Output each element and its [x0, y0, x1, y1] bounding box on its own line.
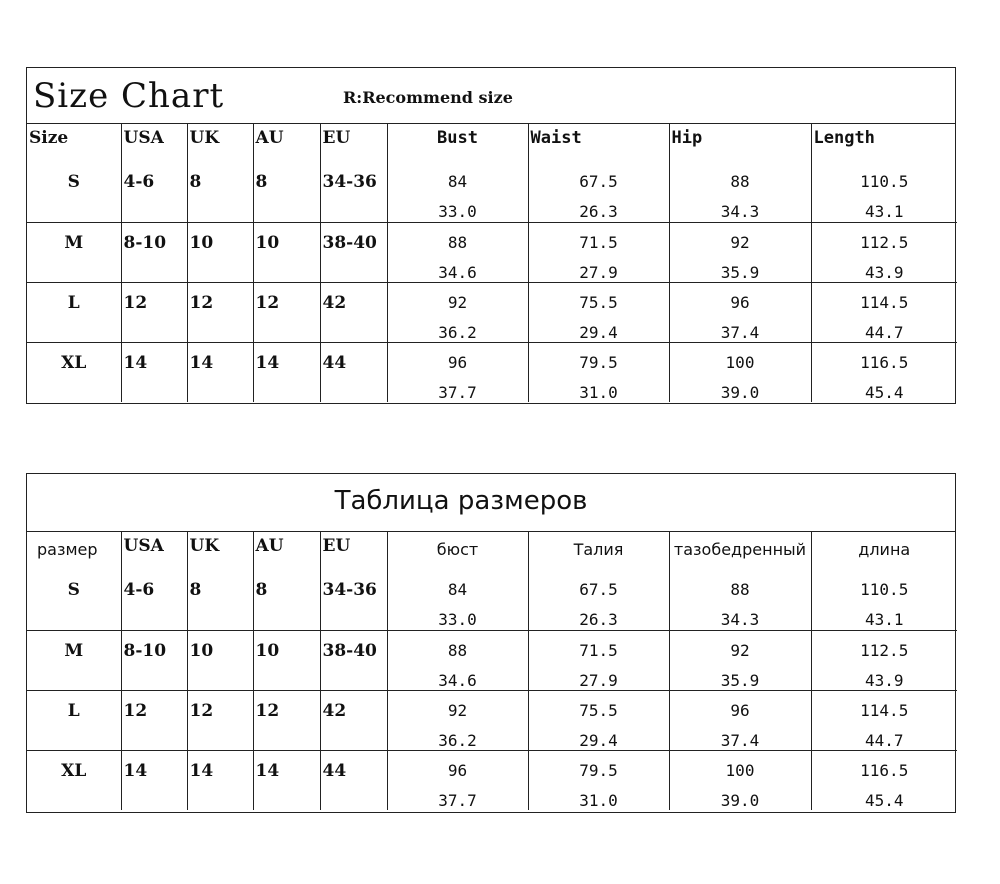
waist-inch-value: 29.4 [579, 730, 618, 750]
length-cell [811, 162, 957, 222]
waist-inch-value: 29.4 [579, 322, 618, 342]
bust-inch-value: 37.7 [438, 382, 477, 402]
length-inch-value: 44.7 [864, 322, 904, 342]
uk-cell: 8 [187, 162, 253, 222]
bust-cell [387, 162, 528, 222]
bust-inch-value: 33.0 [438, 610, 477, 629]
eu-cell: 42 [320, 690, 387, 750]
bust-cell [387, 570, 528, 630]
hip-inch-value: 39.0 [720, 382, 760, 402]
eu-cell: 38-40 [320, 630, 387, 690]
hip-inch-value: 34.3 [720, 610, 760, 629]
hip-inch-value: 34.3 [720, 202, 760, 221]
table-row [27, 222, 957, 282]
header-length: Length [811, 124, 957, 162]
hip-inch-value: 37.4 [720, 730, 760, 750]
eu-cell: 44 [320, 750, 387, 810]
table-row [27, 690, 957, 750]
length-cm-value: 110.5 [860, 580, 909, 599]
chart-title: Таблица размеров [334, 486, 588, 516]
title-row [27, 68, 955, 124]
bust-inch-value: 36.2 [438, 322, 477, 342]
header-size: размер [27, 532, 121, 570]
header-usa: USA [121, 532, 187, 570]
waist-cell [528, 222, 669, 282]
waist-inch-value: 26.3 [579, 202, 618, 221]
length-inch-value: 43.1 [864, 202, 904, 221]
hip-cell [669, 162, 811, 222]
usa-cell: 14 [121, 750, 187, 810]
length-cm-value: 112.5 [860, 640, 909, 660]
bust-cell [387, 750, 528, 810]
eu-cell: 44 [320, 342, 387, 402]
table-row [27, 570, 957, 630]
bust-cell [387, 342, 528, 402]
hip-cell [669, 282, 811, 342]
au-cell: 10 [253, 630, 320, 690]
length-cell [811, 222, 957, 282]
length-inch-value: 43.9 [864, 262, 904, 282]
usa-cell: 12 [121, 690, 187, 750]
header-row [27, 124, 957, 162]
bust-cm-value: 96 [447, 352, 468, 372]
hip-cell [669, 630, 811, 690]
hip-inch-value: 37.4 [720, 322, 760, 342]
length-cm-value: 116.5 [860, 760, 909, 780]
eu-cell: 34-36 [320, 570, 387, 630]
size-cell: XL [27, 342, 121, 402]
chart-title: Size Chart [33, 76, 225, 116]
au-cell: 12 [253, 690, 320, 750]
bust-cm-value: 84 [447, 580, 468, 599]
length-cell [811, 690, 957, 750]
size-cell: M [27, 222, 121, 282]
hip-cell [669, 342, 811, 402]
length-cell [811, 630, 957, 690]
waist-cell [528, 342, 669, 402]
table-row [27, 282, 957, 342]
waist-inch-value: 27.9 [579, 262, 618, 282]
header-eu: EU [320, 532, 387, 570]
bust-inch-value: 34.6 [438, 670, 477, 690]
bust-inch-value: 36.2 [438, 730, 477, 750]
hip-cm-value: 92 [730, 640, 750, 660]
length-inch-value: 45.4 [864, 382, 904, 402]
length-cell [811, 570, 957, 630]
bust-cell [387, 282, 528, 342]
bust-cm-value: 84 [447, 172, 468, 191]
length-cell [811, 342, 957, 402]
waist-cm-value: 71.5 [579, 232, 618, 252]
hip-inch-value: 35.9 [720, 670, 760, 690]
chart-subtitle: R:Recommend size [343, 88, 513, 107]
au-cell: 14 [253, 750, 320, 810]
bust-inch-value: 37.7 [438, 790, 477, 810]
bust-cm-value: 92 [447, 292, 468, 312]
hip-cm-value: 96 [730, 700, 750, 720]
hip-cm-value: 88 [730, 580, 750, 599]
bust-cm-value: 92 [447, 700, 468, 720]
bust-cm-value: 96 [447, 760, 468, 780]
hip-cm-value: 92 [730, 232, 750, 252]
waist-cell [528, 630, 669, 690]
uk-cell: 8 [187, 570, 253, 630]
waist-inch-value: 27.9 [579, 670, 618, 690]
usa-cell: 4-6 [121, 570, 187, 630]
bust-cell [387, 222, 528, 282]
uk-cell: 14 [187, 750, 253, 810]
eu-cell: 42 [320, 282, 387, 342]
length-cm-value: 112.5 [860, 232, 909, 252]
bust-inch-value: 33.0 [438, 202, 477, 221]
waist-cm-value: 79.5 [579, 352, 618, 372]
waist-cell [528, 282, 669, 342]
header-eu: EU [320, 124, 387, 162]
length-inch-value: 44.7 [864, 730, 904, 750]
hip-cm-value: 88 [730, 172, 750, 191]
size-cell: S [27, 570, 121, 630]
header-bust: Bust [387, 124, 528, 162]
table-row [27, 342, 957, 402]
size-table [27, 532, 957, 810]
au-cell: 10 [253, 222, 320, 282]
uk-cell: 10 [187, 630, 253, 690]
header-usa: USA [121, 124, 187, 162]
uk-cell: 12 [187, 690, 253, 750]
uk-cell: 14 [187, 342, 253, 402]
table-row [27, 750, 957, 810]
table-row [27, 162, 957, 222]
uk-cell: 10 [187, 222, 253, 282]
hip-cm-value: 96 [730, 292, 750, 312]
size-chart-ru [26, 473, 956, 813]
usa-cell: 8-10 [121, 630, 187, 690]
waist-cm-value: 75.5 [579, 700, 618, 720]
hip-cell [669, 222, 811, 282]
size-cell: S [27, 162, 121, 222]
length-cm-value: 110.5 [860, 172, 909, 191]
waist-cell [528, 162, 669, 222]
length-cm-value: 114.5 [860, 700, 909, 720]
waist-cm-value: 67.5 [579, 580, 618, 599]
eu-cell: 38-40 [320, 222, 387, 282]
header-length: длина [811, 532, 957, 570]
length-cell [811, 282, 957, 342]
hip-cell [669, 570, 811, 630]
bust-cm-value: 88 [447, 640, 468, 660]
waist-cm-value: 71.5 [579, 640, 618, 660]
size-chart-en [26, 67, 956, 404]
waist-cell [528, 570, 669, 630]
usa-cell: 14 [121, 342, 187, 402]
header-uk: UK [187, 124, 253, 162]
waist-inch-value: 26.3 [579, 610, 618, 629]
waist-cm-value: 79.5 [579, 760, 618, 780]
header-row [27, 532, 957, 570]
length-inch-value: 45.4 [864, 790, 904, 810]
header-waist: Талия [528, 532, 669, 570]
length-cm-value: 116.5 [860, 352, 909, 372]
header-au: AU [253, 532, 320, 570]
header-hip: Hip [669, 124, 811, 162]
waist-cell [528, 690, 669, 750]
bust-inch-value: 34.6 [438, 262, 477, 282]
waist-cm-value: 75.5 [579, 292, 618, 312]
hip-cm-value: 100 [725, 352, 755, 372]
length-inch-value: 43.1 [864, 610, 904, 629]
header-au: AU [253, 124, 320, 162]
bust-cell [387, 690, 528, 750]
title-row [27, 474, 955, 532]
bust-cell [387, 630, 528, 690]
waist-cell [528, 750, 669, 810]
eu-cell: 34-36 [320, 162, 387, 222]
bust-cm-value: 88 [447, 232, 468, 252]
au-cell: 14 [253, 342, 320, 402]
header-uk: UK [187, 532, 253, 570]
header-size: Size [27, 124, 121, 162]
length-cm-value: 114.5 [860, 292, 909, 312]
header-hip: тазобедренный [669, 532, 811, 570]
usa-cell: 4-6 [121, 162, 187, 222]
hip-cm-value: 100 [725, 760, 755, 780]
au-cell: 8 [253, 570, 320, 630]
usa-cell: 12 [121, 282, 187, 342]
hip-cell [669, 690, 811, 750]
hip-inch-value: 39.0 [720, 790, 760, 810]
waist-cm-value: 67.5 [579, 172, 618, 191]
length-inch-value: 43.9 [864, 670, 904, 690]
size-cell: L [27, 282, 121, 342]
header-bust: бюст [387, 532, 528, 570]
size-cell: XL [27, 750, 121, 810]
header-waist: Waist [528, 124, 669, 162]
waist-inch-value: 31.0 [579, 382, 618, 402]
size-table [27, 124, 957, 402]
au-cell: 8 [253, 162, 320, 222]
au-cell: 12 [253, 282, 320, 342]
length-cell [811, 750, 957, 810]
hip-inch-value: 35.9 [720, 262, 760, 282]
size-cell: M [27, 630, 121, 690]
table-row [27, 630, 957, 690]
waist-inch-value: 31.0 [579, 790, 618, 810]
hip-cell [669, 750, 811, 810]
usa-cell: 8-10 [121, 222, 187, 282]
size-cell: L [27, 690, 121, 750]
uk-cell: 12 [187, 282, 253, 342]
